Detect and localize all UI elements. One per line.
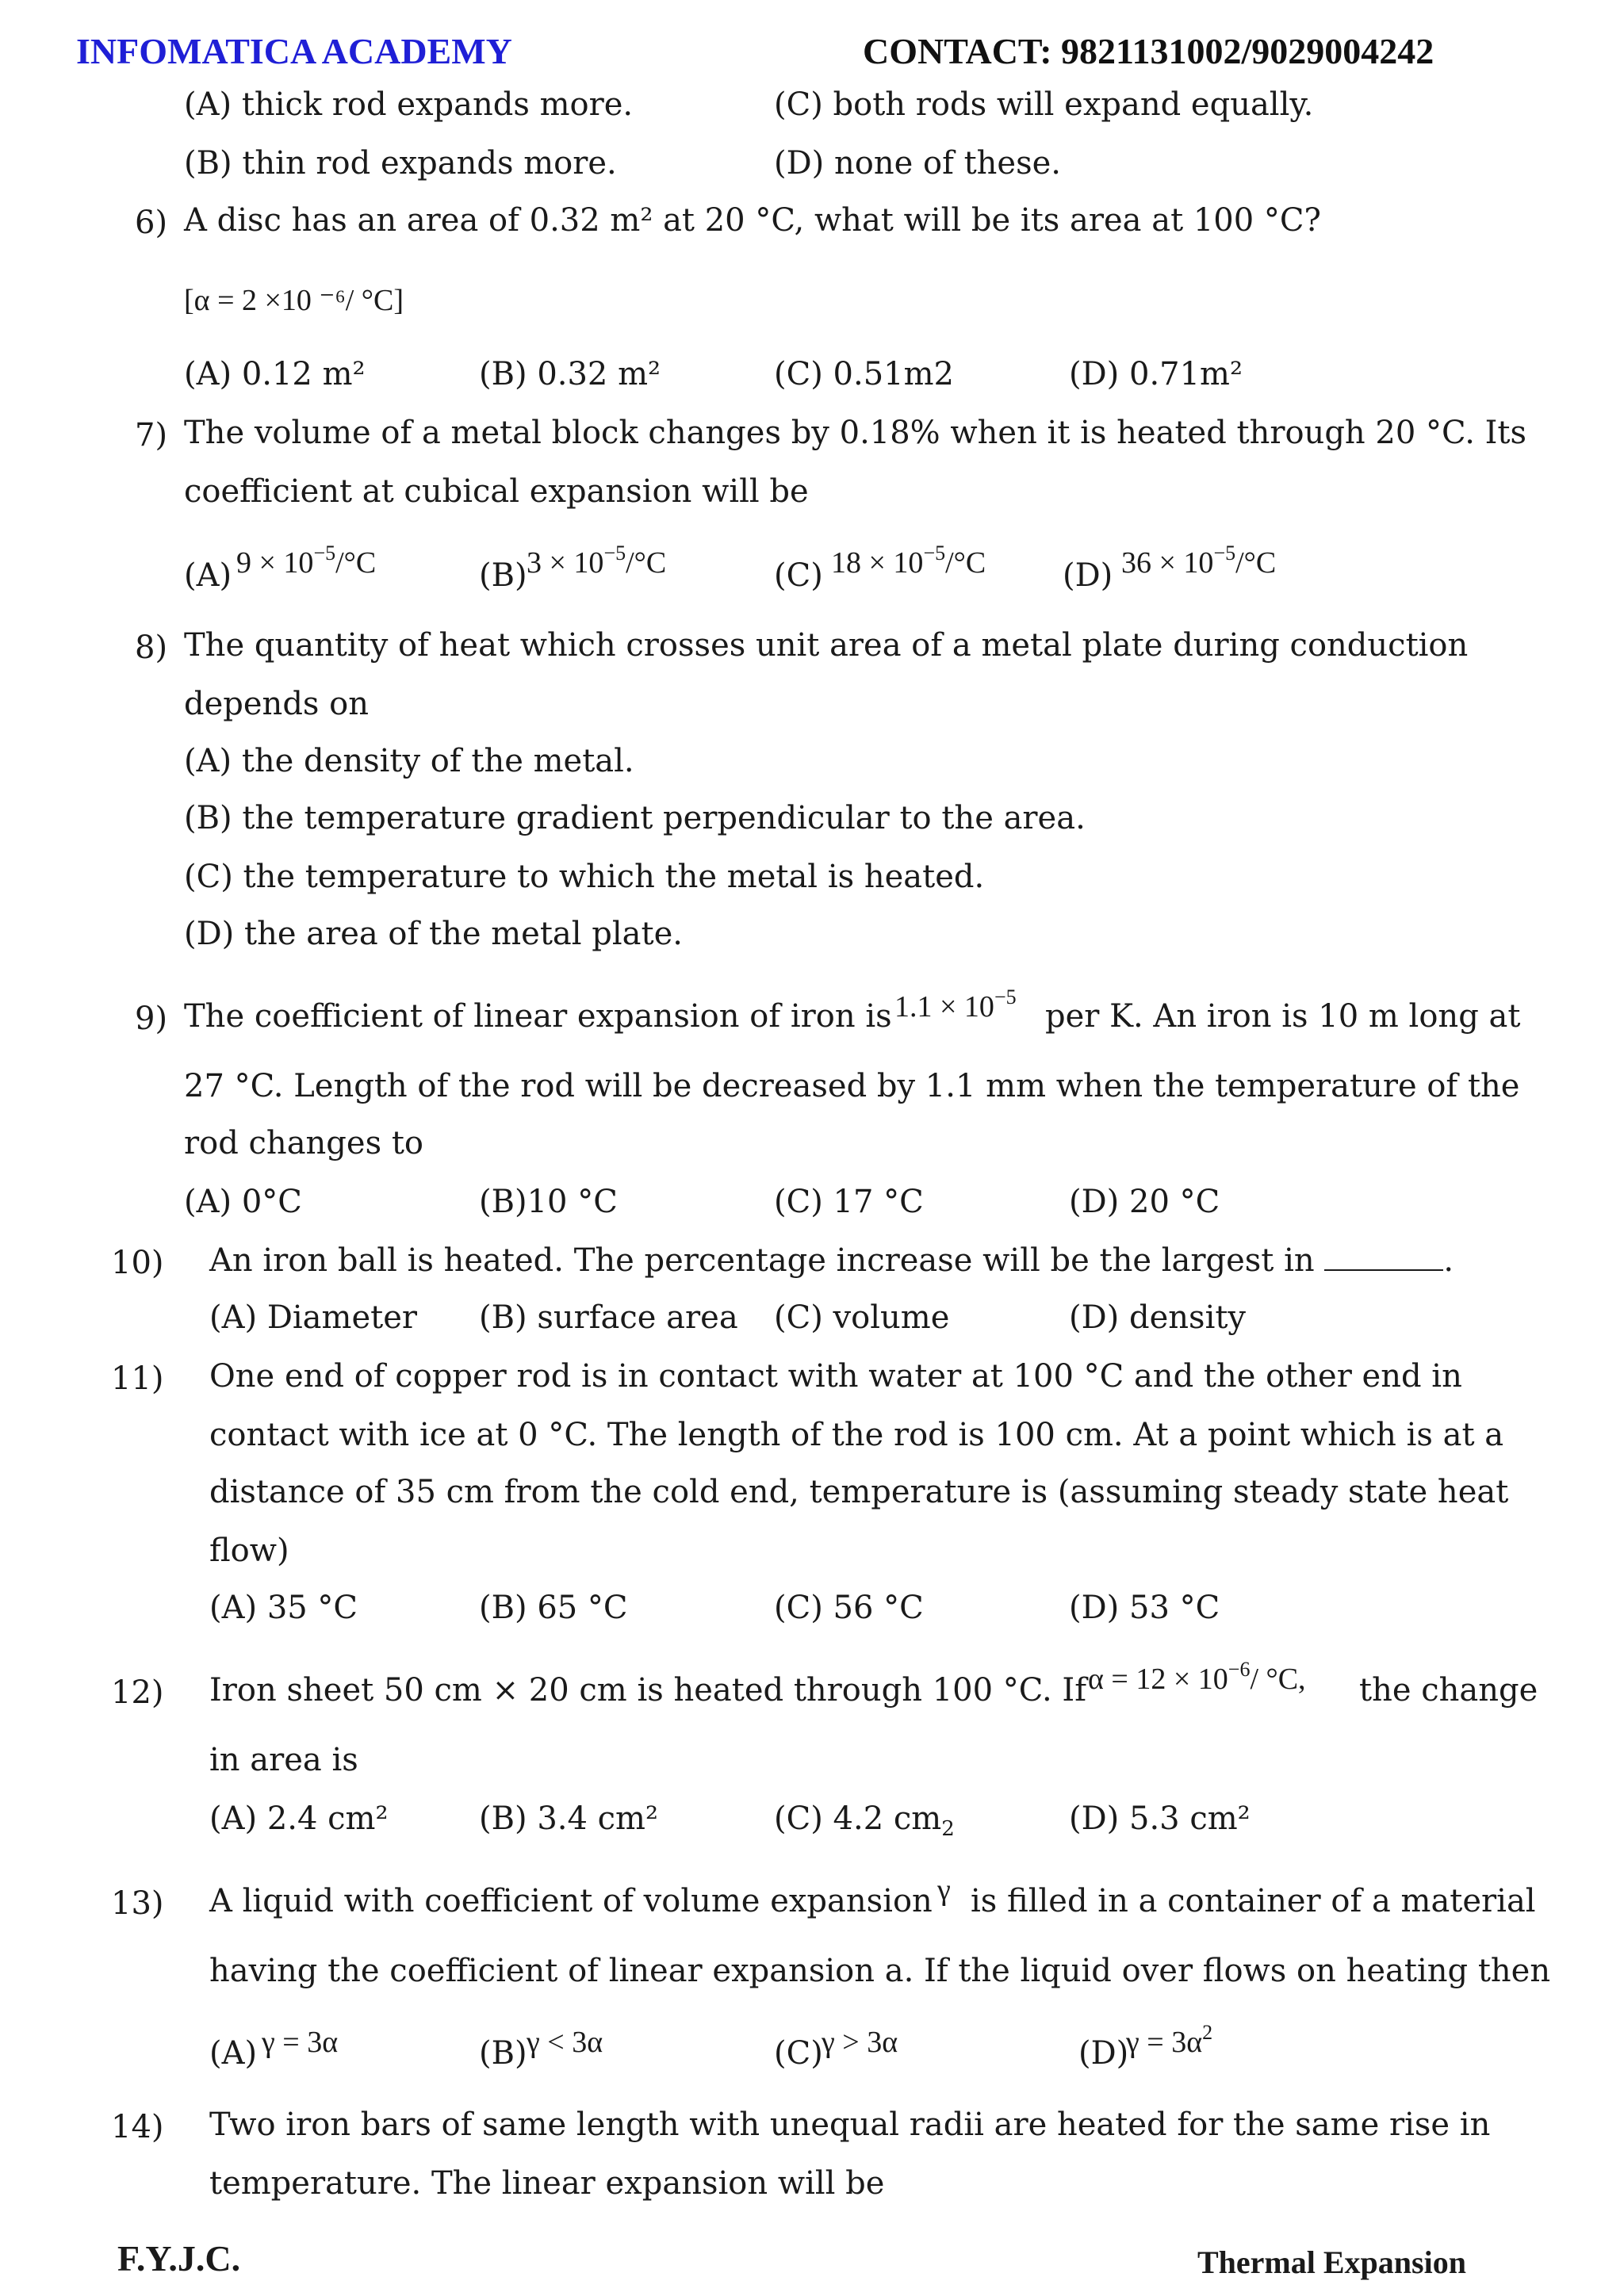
- q8-number: 8): [135, 629, 168, 666]
- q13-option-b-expr: γ < 3α: [527, 2026, 603, 2059]
- q10-blank: [1324, 1246, 1443, 1271]
- q7-option-c-label: (C): [774, 557, 823, 594]
- q9-number: 9): [135, 1001, 168, 1037]
- q13-option-c-expr: γ > 3α: [822, 2026, 898, 2059]
- q9-option-c: (C) 17 °C: [774, 1184, 924, 1220]
- q6-option-b: (B) 0.32 m²: [479, 356, 661, 392]
- q12-alpha-value: $\alpha = 12 \times 10^{-6}/$ °C,: [1088, 1658, 1306, 1696]
- footer-class: F.Y.J.C.: [117, 2238, 241, 2279]
- q9-line-3: rod changes to: [184, 1125, 423, 1161]
- q12-option-c: (C) 4.2 $cm_2$: [774, 1800, 955, 1841]
- q13-line-1-pre: A liquid with coefficient of volume expansion: [209, 1883, 933, 1919]
- q14-line-1: Two iron bars of same length with unequal radii are heated for the same rise in: [209, 2107, 1491, 2143]
- q7-option-b-value: $3 \times 10^{-5}/^\circ C$: [527, 541, 667, 580]
- q7-line-1: The volume of a metal block changes by 0.18% when it is heated through 20 °C. Its: [184, 415, 1527, 451]
- q5-option-c: (C) both rods will expand equally.: [774, 86, 1314, 123]
- q11-option-b: (B) 65 °C: [479, 1590, 628, 1626]
- footer-chapter: Thermal Expansion: [1197, 2244, 1466, 2280]
- q13-number: 13): [111, 1885, 164, 1922]
- q12-option-d: (D) 5.3 cm²: [1069, 1800, 1251, 1837]
- q14-number: 14): [111, 2109, 164, 2145]
- q5-option-a: (A) thick rod expands more.: [184, 86, 634, 123]
- q7-option-a-value: $9 \times 10^{-5}/^\circ C$: [236, 541, 377, 580]
- q11-option-c: (C) 56 °C: [774, 1590, 924, 1626]
- q11-line-1: One end of copper rod is in contact with water at 100 °C and the other end in: [209, 1358, 1462, 1395]
- q12-number: 12): [111, 1674, 164, 1711]
- q12-line-1-post: the change: [1359, 1672, 1538, 1709]
- contact-info: CONTACT: 9821131002/9029004242: [863, 31, 1434, 71]
- q13-line-1-post: is filled in a container of a material: [971, 1883, 1536, 1919]
- q11-line-2: contact with ice at 0 °C. The length of the rod is 100 cm. At a point which is at a: [209, 1417, 1504, 1453]
- q6-option-d: (D) 0.71m²: [1069, 356, 1243, 392]
- q5-option-d: (D) none of these.: [774, 145, 1062, 182]
- q9-line-1-pre: The coefficient of linear expansion of iron is: [184, 998, 892, 1035]
- q7-option-b-label: (B): [479, 557, 527, 594]
- q13-gamma: γ: [937, 1873, 951, 1907]
- q7-option-c-value: $18 \times 10^{-5}/^\circ C$: [831, 541, 986, 580]
- q13-option-a-expr: γ = 3α: [262, 2026, 339, 2059]
- q10-text: An iron ball is heated. The percentage increase will be the largest in .: [209, 1242, 1454, 1279]
- q7-line-2: coefficient at cubical expansion will be: [184, 473, 809, 510]
- q6-option-a: (A) 0.12 m²: [184, 356, 366, 392]
- q8-line-2: depends on: [184, 686, 370, 722]
- q6-text: A disc has an area of 0.32 m² at 20 °C, what will be its area at 100 °C?: [184, 202, 1321, 239]
- q8-option-a: (A) the density of the metal.: [184, 743, 634, 779]
- q13-option-c-label: (C): [774, 2035, 823, 2072]
- q9-line-1-post: per K. An iron is 10 m long at: [1045, 998, 1521, 1035]
- q8-option-b: (B) the temperature gradient perpendicular to the area.: [184, 800, 1086, 836]
- q13-option-b-label: (B): [479, 2035, 527, 2072]
- q7-number: 7): [135, 417, 168, 453]
- q8-line-1: The quantity of heat which crosses unit area of a metal plate during conduction: [184, 627, 1469, 664]
- q8-option-c: (C) the temperature to which the metal is heated.: [184, 859, 985, 895]
- q7-option-d-label: (D): [1063, 557, 1113, 594]
- q11-option-d: (D) 53 °C: [1069, 1590, 1220, 1626]
- academy-name: INFOMATICA ACADEMY: [76, 31, 512, 71]
- q10-option-b: (B) surface area: [479, 1299, 738, 1336]
- q11-line-4: flow): [209, 1533, 289, 1569]
- q6-option-c: (C) 0.51m2: [774, 356, 954, 392]
- q9-line-2: 27 °C. Length of the rod will be decreased by 1.1 mm when the temperature of the: [184, 1068, 1520, 1104]
- q7-option-a-label: (A): [184, 557, 232, 594]
- q12-line-2: in area is: [209, 1742, 358, 1778]
- q10-option-c: (C) volume: [774, 1299, 950, 1336]
- q9-option-d: (D) 20 °C: [1069, 1184, 1220, 1220]
- q10-number: 10): [111, 1245, 164, 1281]
- q8-option-d: (D) the area of the metal plate.: [184, 916, 683, 952]
- q9-option-b: (B)10 °C: [479, 1184, 618, 1220]
- q5-option-b: (B) thin rod expands more.: [184, 145, 617, 182]
- q9-coefficient-value: $1.1 \times 10^{-5}$: [894, 985, 1017, 1024]
- q10-option-d: (D) density: [1069, 1299, 1247, 1336]
- q7-option-d-value: $36 \times 10^{-5}/^\circ C$: [1121, 541, 1277, 580]
- q13-option-a-label: (A): [209, 2035, 258, 2072]
- q13-line-2: having the coefficient of linear expansion a. If the liquid over flows on heating then: [209, 1953, 1551, 1989]
- q9-option-a: (A) 0°C: [184, 1184, 302, 1220]
- q12-option-b: (B) 3.4 cm²: [479, 1800, 659, 1837]
- q11-number: 11): [111, 1360, 164, 1397]
- q11-line-3: distance of 35 cm from the cold end, temperature is (assuming steady state heat: [209, 1474, 1509, 1510]
- q6-given: [α = 2 ×10 ⁻⁶/ °C]: [184, 284, 404, 317]
- q10-option-a: (A) Diameter: [209, 1299, 417, 1336]
- q13-option-d-label: (D): [1078, 2035, 1129, 2072]
- q12-line-1-pre: Iron sheet 50 cm × 20 cm is heated through 100 °C. If: [209, 1672, 1086, 1709]
- q6-number: 6): [135, 205, 168, 241]
- q11-option-a: (A) 35 °C: [209, 1590, 358, 1626]
- q12-option-a: (A) 2.4 cm²: [209, 1800, 389, 1837]
- q13-option-d-expr: $\gamma = 3\alpha^2$: [1126, 2021, 1213, 2059]
- q14-line-2: temperature. The linear expansion will be: [209, 2165, 885, 2202]
